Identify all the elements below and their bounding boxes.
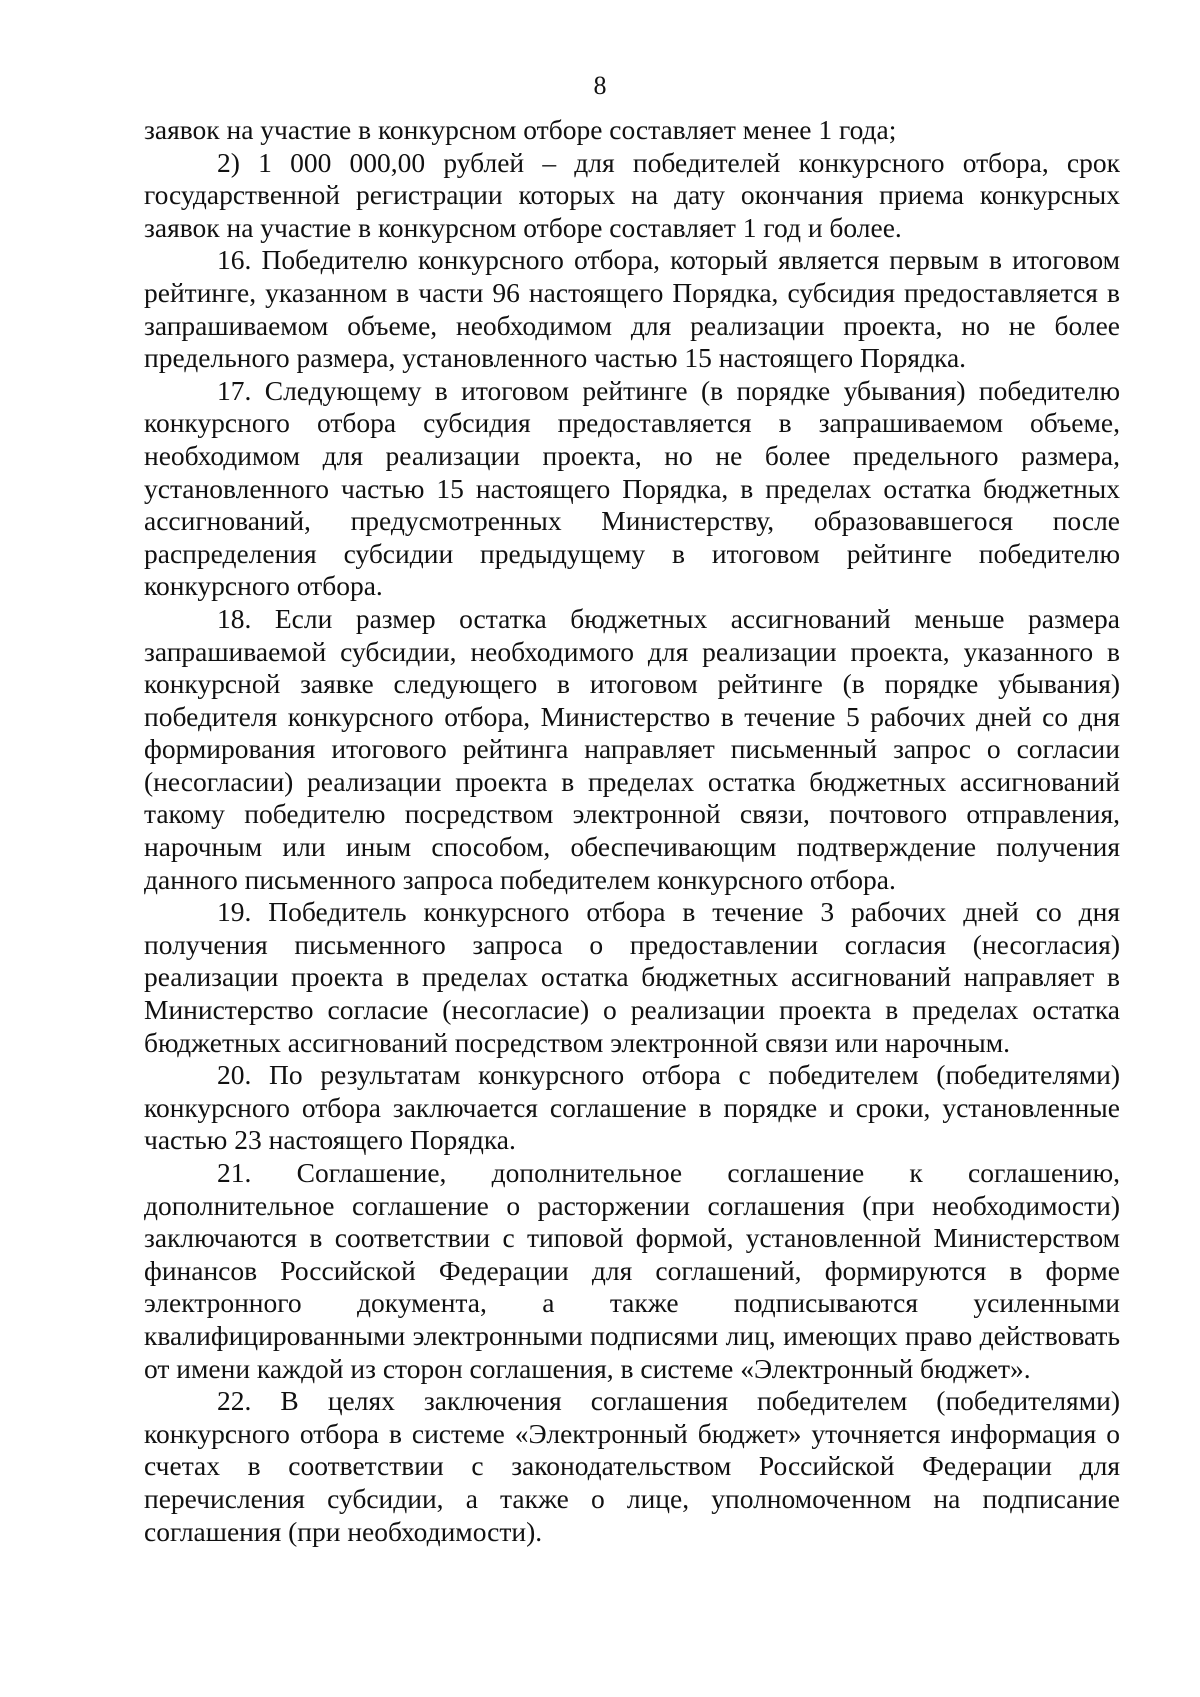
- paragraph-17: 17. Следующему в итоговом рейтинге (в порядке убывания) победителю конкурсного отбора субсидия предоставляется в запрашиваемом объеме, необходимом для реализации проекта, но не более предельного размера, установленного частью 15 настоящего Порядка, в пределах остатка бюджетных ассигнований, предусмотренных Министерству, образовавшегося после распределения субсидии предыдущему в итоговом рейтинге победителю конкурсного отбора.: [144, 374, 1120, 602]
- document-body: [144, 114, 1120, 1548]
- paragraph-22: 22. В целях заключения соглашения победителем (победителями) конкурсного отбора в системе «Электронный бюджет» уточняется информация о счетах в соответствии с законодательством Российской Федерации для перечисления субсидии, а также о лице, уполномоченном на подписание соглашения (при необходимости).: [144, 1385, 1120, 1547]
- paragraph-19: 19. Победитель конкурсного отбора в течение 3 рабочих дней со дня получения письменного запроса о предоставлении согласия (несогласия) реализации проекта в пределах остатка бюджетных ассигнований направляет в Министерство согласие (несогласие) о реализации проекта в пределах остатка бюджетных ассигнований посредством электронной связи или нарочным.: [144, 896, 1120, 1058]
- paragraph-item-2: 2) 1 000 000,00 рублей – для победителей конкурсного отбора, срок государственной регистрации которых на дату окончания приема конкурсных заявок на участие в конкурсном отборе составляет 1 год и более.: [144, 146, 1120, 243]
- page-number: 8: [593, 71, 607, 100]
- paragraph-18: 18. Если размер остатка бюджетных ассигнований меньше размера запрашиваемой субсидии, необходимого для реализации проекта, указанного в конкурсной заявке следующего в итоговом рейтинге (в порядке убывания) победителя конкурсного отбора, Министерство в течение 5 рабочих дней со дня формирования итогового рейтинга направляет письменный запрос о согласии (несогласии) реализации проекта в пределах остатка бюджетных ассигнований такому победителю посредством электронной связи, почтового отправления, нарочным или иным способом, обеспечивающим подтверждение получения данного письменного запроса победителем конкурсного отбора.: [144, 602, 1120, 895]
- paragraph-21: 21. Соглашение, дополнительное соглашение к соглашению, дополнительное соглашение о расторжении соглашения (при необходимости) заключаются в соответствии с типовой формой, установленной Министерством финансов Российской Федерации для соглашений, формируются в форме электронного документа, а также подписываются усиленными квалифицированными электронными подписями лиц, имеющих право действовать от имени каждой из сторон соглашения, в системе «Электронный бюджет».: [144, 1157, 1120, 1384]
- paragraph-16: 16. Победителю конкурсного отбора, который является первым в итоговом рейтинге, указанном в части 96 настоящего Порядка, субсидия предоставляется в запрашиваемом объеме, необходимом для реализации проекта, но не более предельного размера, установленного частью 15 настоящего Порядка.: [144, 244, 1120, 374]
- paragraph-20: 20. По результатам конкурсного отбора с победителем (победителями) конкурсного отбора заключается соглашение в порядке и сроки, установленные частью 23 настоящего Порядка.: [144, 1059, 1120, 1156]
- paragraph-continuation: заявок на участие в конкурсном отборе составляет менее 1 года;: [144, 114, 897, 145]
